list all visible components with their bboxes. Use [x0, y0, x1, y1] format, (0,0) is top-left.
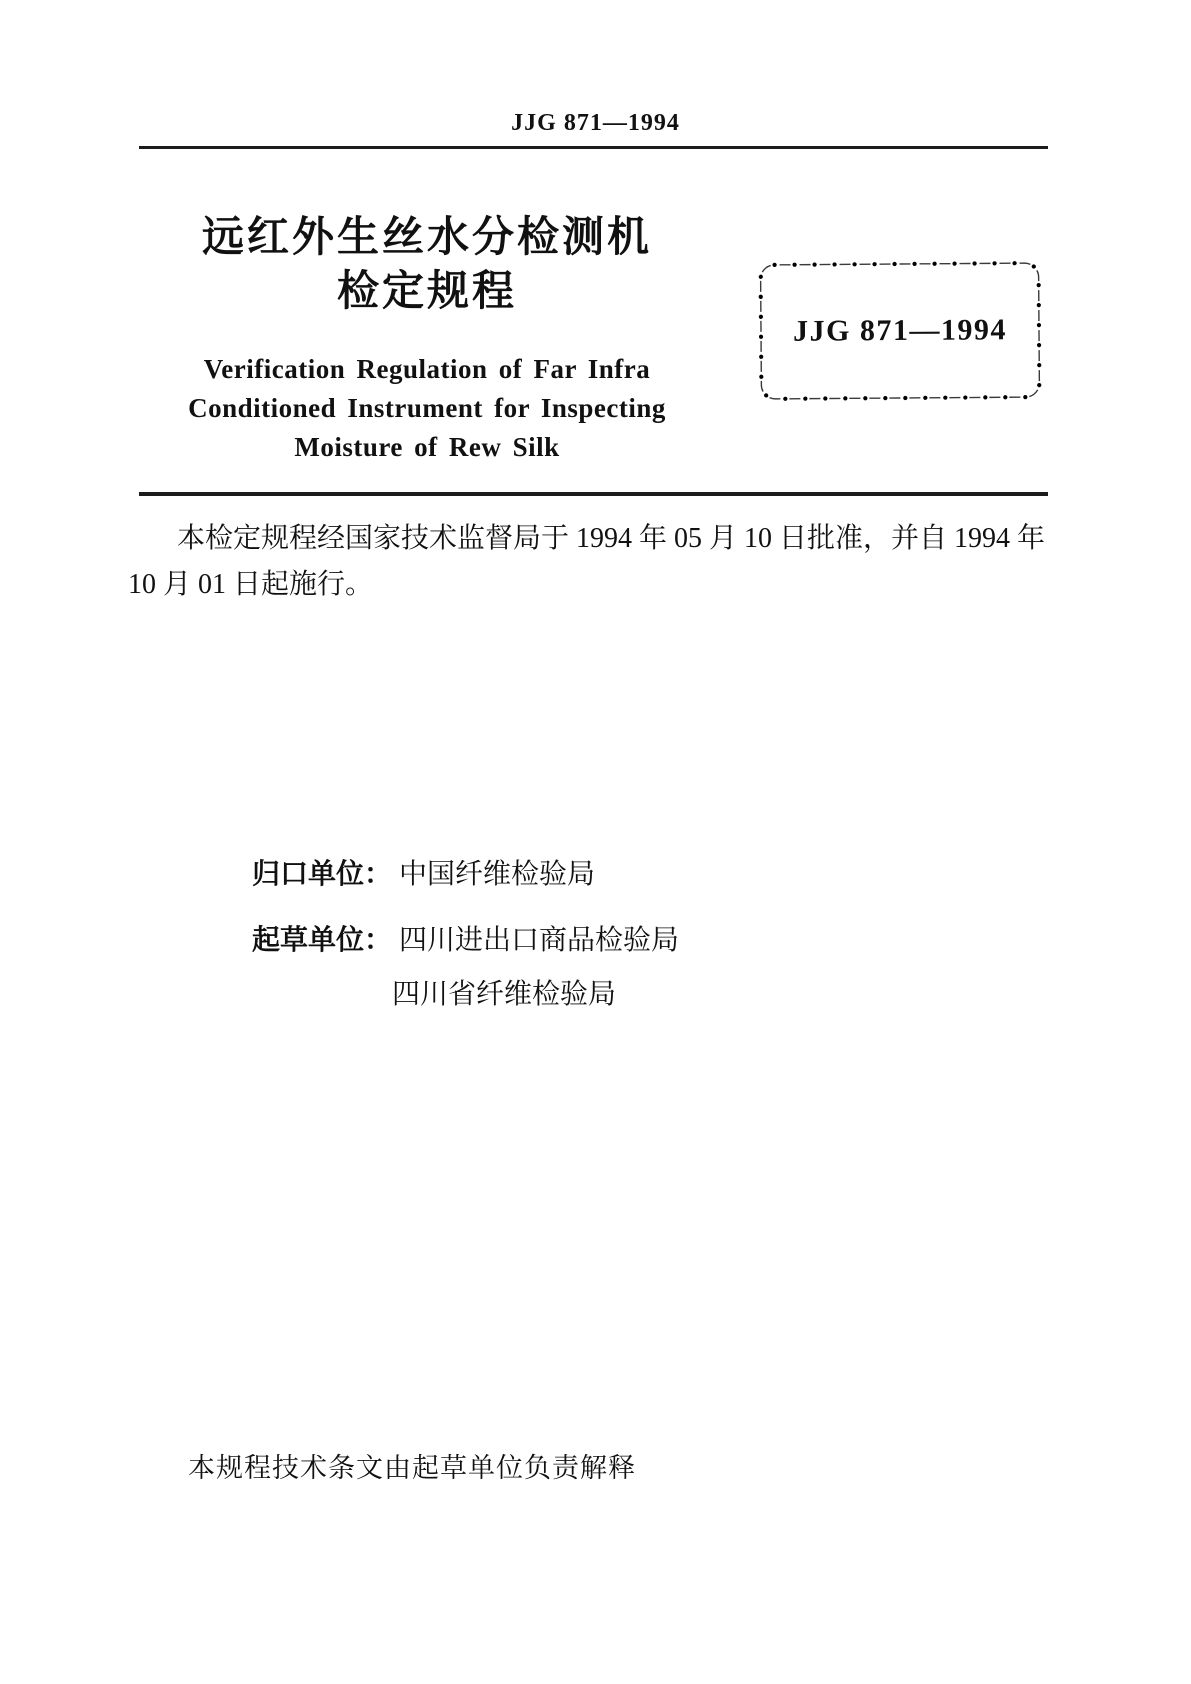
title-chinese-line1: 远红外生丝水分检测机	[201, 212, 652, 261]
header-divider-rule	[139, 146, 1048, 149]
title-english	[139, 350, 715, 467]
drafting-unit-label: 起草单位：	[252, 923, 393, 956]
title-block	[139, 210, 715, 467]
interpretation-note: 本规程技术条文由起草单位负责解释	[188, 1453, 636, 1483]
title-english-line3: Moisture of Rew Silk	[294, 432, 560, 462]
standard-code-badge	[757, 259, 1044, 403]
page-header-document-code: JJG 871—1994	[511, 110, 680, 136]
drafting-unit-row	[252, 918, 679, 958]
centralized-unit-label: 归口单位：	[252, 857, 393, 890]
approval-paragraph-line2: 10 月 01 日起施行。	[128, 569, 374, 600]
responsible-units-block	[252, 852, 679, 1012]
approval-paragraph	[128, 516, 1050, 608]
title-english-line2: Conditioned Instrument for Inspecting	[188, 393, 666, 423]
badge-code-text: JJG 871—1994	[792, 313, 1008, 348]
title-chinese-line2: 检定规程	[336, 266, 517, 315]
centralized-unit-row	[252, 852, 679, 892]
centralized-unit-value: 中国纤维检验局	[399, 859, 596, 890]
drafting-unit-value: 四川进出口商品检验局	[399, 925, 680, 956]
drafting-unit-value-2: 四川省纤维检验局	[392, 979, 617, 1010]
approval-paragraph-line1: 本检定规程经国家技术监督局于 1994 年 05 月 10 日批准，并自 1994 年	[177, 523, 1046, 554]
drafting-unit-row-2	[252, 972, 679, 1012]
title-divider-rule	[139, 492, 1048, 496]
title-english-line1: Verification Regulation of Far Infra	[203, 354, 651, 384]
